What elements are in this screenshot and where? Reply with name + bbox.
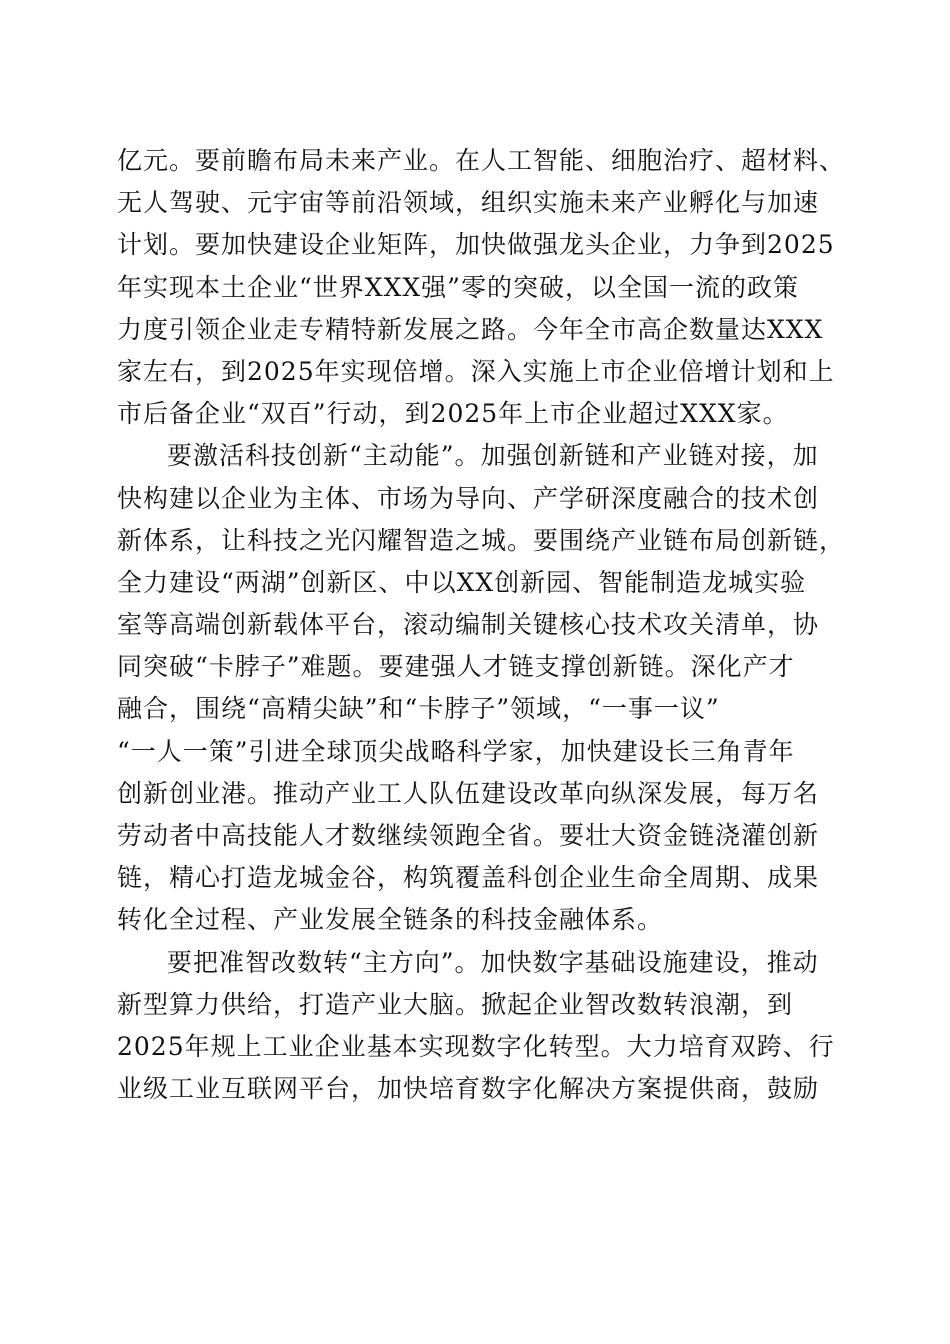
- text-line: 家左右，到2025年实现倍增。深入实施上市企业倍增计划和上: [117, 356, 835, 386]
- text-line: 要激活科技创新“主动能”。加强创新链和产业链对接，加: [167, 441, 819, 471]
- text-line: 无人驾驶、元宇宙等前沿领域，组织实施未来产业孵化与加速: [117, 188, 820, 218]
- text-line: 2025年规上工业企业基本实现数字化转型。大力培育双跨、行: [117, 1031, 835, 1061]
- body-text: [117, 140, 846, 1110]
- text-line: 新体系，让科技之光闪耀智造之城。要围绕产业链布局创新链，: [117, 525, 846, 555]
- text-line: 力度引领企业走专精特新发展之路。今年全市高企数量达XXX: [117, 314, 824, 344]
- text-line: 全力建设“两湖”创新区、中以XX创新园、智能制造龙城实验: [117, 567, 807, 597]
- text-line: 计划。要加快建设企业矩阵，加快做强龙头企业，力争到2025: [117, 230, 835, 260]
- text-line: 新型算力供给，打造产业大脑。掀起企业智改数转浪潮，到: [117, 989, 794, 1019]
- paragraph-1: [117, 140, 846, 435]
- text-line: 劳动者中高技能人才数继续领跑全省。要壮大资金链浇灌创新: [117, 821, 820, 850]
- text-line: 室等高端创新载体平台，滚动编制关键核心技术攻关清单，协: [117, 610, 820, 640]
- text-line: 同突破“卡脖子”难题。要建强人才链支撑创新链。深化产才: [117, 652, 795, 682]
- text-line: 创新创业港。推动产业工人队伍建设改革向纵深发展，每万名: [117, 778, 820, 808]
- text-line: 年实现本土企业“世界XXX强”零的突破，以全国一流的政策: [117, 272, 799, 302]
- text-line: 要把准智改数转“主方向”。加快数字基础设施建设，推动: [167, 947, 819, 977]
- text-line: 快构建以企业为主体、市场为导向、产学研深度融合的技术创: [117, 483, 820, 513]
- text-line: “一人一策”引进全球顶尖战略科学家，加快建设长三角青年: [117, 736, 795, 766]
- text-line: 亿元。要前瞻布局未来产业。在人工智能、细胞治疗、超材料、: [117, 146, 846, 175]
- paragraph-2: [117, 435, 846, 941]
- text-line: 融合，围绕“高精尖缺”和“卡脖子”领域，“一事一议”: [117, 694, 720, 724]
- text-line: 链，精心打造龙城金谷，构筑覆盖科创企业生命全周期、成果: [117, 863, 820, 893]
- text-line: 市后备企业“双百”行动，到2025年上市企业超过XXX家。: [117, 399, 789, 429]
- paragraph-3: [117, 942, 837, 1111]
- text-line: 转化全过程、产业发展全链条的科技金融体系。: [117, 905, 664, 935]
- text-line: 业级工业互联网平台，加快培育数字化解决方案提供商，鼓励: [117, 1074, 820, 1104]
